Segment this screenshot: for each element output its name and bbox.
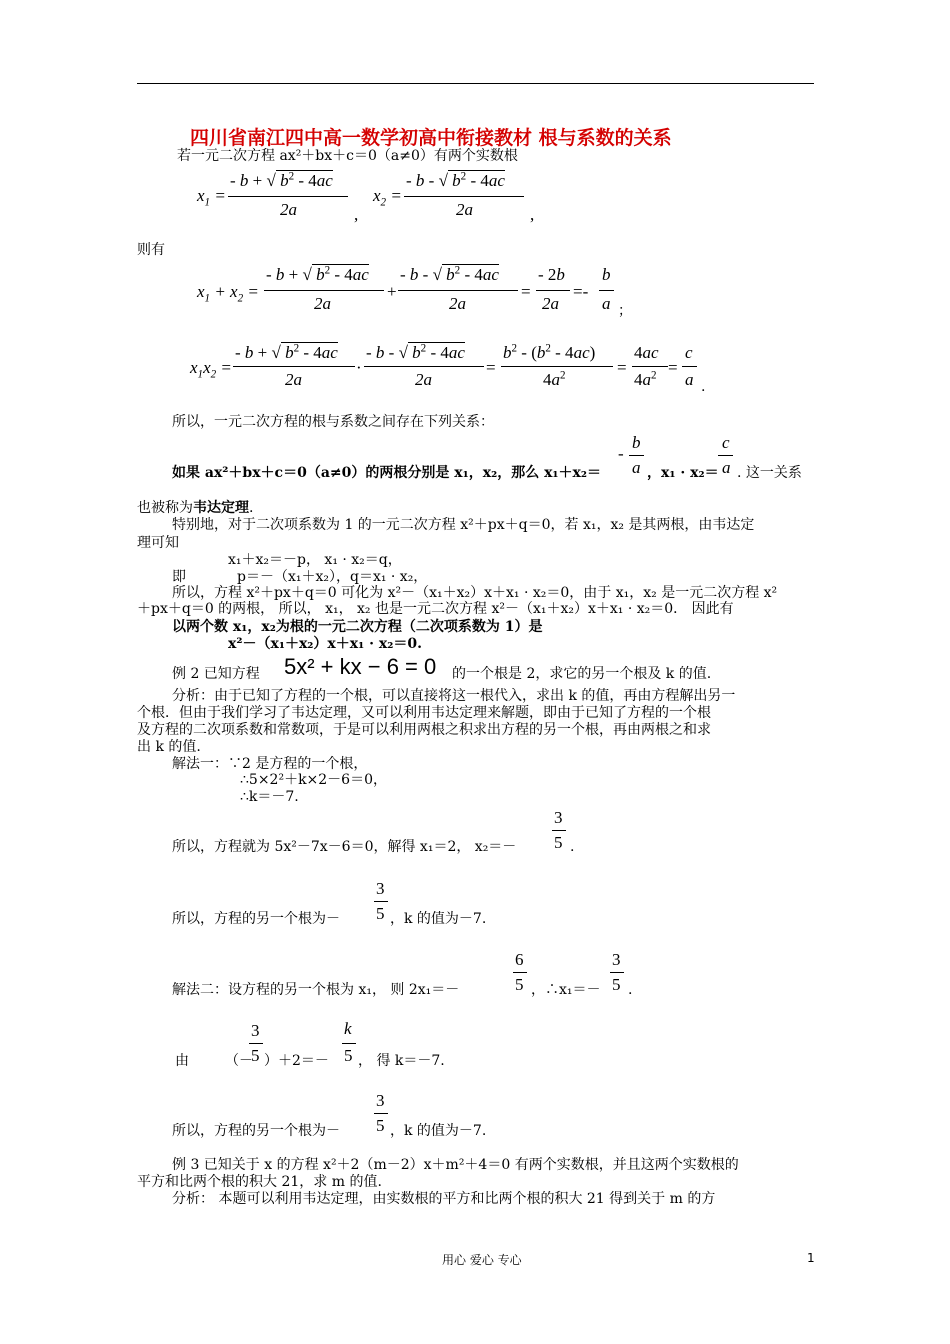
example-2-label: 例 2 已知方程 (172, 666, 260, 682)
x1-numerator: - b + √ $b^2 - 4ac$ (230, 170, 333, 190)
solution2-line-2b: （－ (225, 1053, 253, 1069)
fraction-bar (513, 972, 527, 973)
frac-num: 3 (376, 879, 385, 898)
fraction-bar (536, 290, 570, 291)
fraction-bar (632, 366, 668, 367)
prod-den-1: 2a (285, 370, 302, 389)
frac-den: 5 (612, 975, 621, 994)
vieta-den-a: a (722, 458, 731, 477)
fraction-bar (682, 366, 697, 367)
sum-num-1: - b + √ $b^2 - 4ac$ (266, 264, 369, 284)
special-line-1: 特别地，对于二次项系数为 1 的一元二次方程 x²＋px＋q＝0，若 x₁，x₂ 是其两根，由韦达定 (172, 517, 755, 533)
x1-denominator: 2a (280, 200, 297, 219)
frac-den: 5 (376, 904, 385, 923)
prod-num-5: c (685, 343, 693, 362)
solution2-line-2c: ）＋2＝－ (264, 1053, 329, 1069)
sum-den-3: 2a (542, 294, 559, 313)
period: . (628, 982, 633, 998)
fraction-bar (342, 1043, 356, 1044)
example-2-question: 的一个根是 2，求它的另一个根及 k 的值. (452, 666, 712, 682)
special-line-6: ＋px＋q＝0 的两根， 所以， x₁， x₂ 也是一元二次方程 x²－（x₁＋x₂）x＋x₁ · x₂＝0． 因此有 (137, 601, 734, 617)
prod-den-4: $4a^2$ (634, 369, 657, 389)
solution2-line-3: 所以，方程的另一个根为－ (172, 1123, 340, 1139)
vieta-statement-a: 如果 ax²＋bx＋c＝0（a≠0）的两根分别是 x₁，x₂，那么 x₁＋x₂＝ (172, 465, 602, 481)
solution2-line-2d: ， 得 k＝－7. (358, 1053, 445, 1069)
fraction-bar (233, 366, 355, 367)
example-3-analysis: 分析： 本题可以利用韦达定理，由实数根的平方和比两个根的积大 21 得到关于 m 的方 (172, 1191, 716, 1207)
vieta-end: . (249, 500, 254, 516)
intro-text: 若一元二次方程 ax²＋bx＋c＝0（a≠0）有两个实数根 (177, 148, 518, 164)
frac-den: 5 (376, 1116, 385, 1135)
vieta-also-text: 也被称为 (137, 500, 193, 516)
analysis-line-4: 出 k 的值. (137, 739, 201, 755)
fraction-bar (552, 830, 566, 831)
prod-num-2: - b - √ $b^2 - 4ac$ (366, 342, 465, 362)
prod-den-3: $4a^2$ (543, 369, 566, 389)
minus-sign: - (618, 444, 624, 463)
frac-den: 5 (344, 1046, 353, 1065)
fraction-bar (249, 1043, 263, 1044)
semicolon: ； (618, 303, 632, 319)
prod-num-1: - b + √ $b^2 - 4ac$ (235, 342, 338, 362)
prod-num-3: $b^2 - (b^2 - 4ac)$ (503, 342, 596, 362)
frac-den: 5 (554, 833, 563, 852)
fraction-bar (610, 972, 624, 973)
frac-num: 6 (515, 950, 524, 969)
sum-num-3: - 2b (538, 265, 565, 284)
frac-num: 3 (554, 808, 563, 827)
sum-num-2: - b - √ $b^2 - 4ac$ (400, 264, 499, 284)
analysis-line-1: 分析：由于已知了方程的一个根，可以直接将这一根代入，求出 k 的值，再由方程解出另一 (172, 688, 736, 704)
times-dot: · (356, 358, 362, 377)
vieta-num-c: c (722, 433, 730, 452)
solution2-line-2a: 由 (175, 1053, 189, 1069)
prod-den-5: a (685, 370, 694, 389)
x2-denominator: 2a (456, 200, 473, 219)
page-footer: 用心 爱心 专心 (442, 1253, 522, 1267)
solution1-line-4: 所以，方程就为 5x²－7x－6＝0，解得 x₁＝2， x₂＝－ (172, 839, 517, 855)
x1-fraction-bar (228, 196, 348, 197)
header-rule (137, 83, 814, 84)
fraction-bar (364, 366, 484, 367)
prod-den-2: 2a (415, 370, 432, 389)
equals: = (668, 358, 678, 377)
frac-num-k: k (344, 1019, 352, 1038)
bold-statement-2: x²－（x₁＋x₂）x＋x₁ · x₂＝0. (228, 636, 422, 652)
analysis-line-3: 及方程的二次项系数和常数项，于是可以利用两根之积求出方程的另一个根，再由两根之和求 (137, 722, 711, 738)
frac-num: 3 (376, 1091, 385, 1110)
equals-minus: =- (573, 282, 589, 301)
x2-symbol: $x_2$ = (373, 186, 402, 209)
special-line-3: x₁＋x₂＝－p， x₁ · x₂＝q， (228, 552, 402, 568)
x1-symbol: $x_1$ = (197, 186, 226, 209)
sum-num-4: b (602, 265, 611, 284)
period: . (570, 839, 575, 855)
page-title: 四川省南江四中高一数学初高中衔接教材 根与系数的关系 (190, 127, 672, 149)
solution1-line-2: ∴5×2²＋k×2－6＝0， (240, 772, 387, 788)
solution2-line-1: 解法二：设方程的另一个根为 x₁， 则 2x₁＝－ (172, 982, 460, 998)
sum-lhs: $x_1 + x_2$ = (197, 282, 259, 305)
solution2-line-3b: ，k 的值为－7. (390, 1123, 487, 1139)
comma: , (530, 205, 535, 224)
x2-fraction-bar (404, 196, 524, 197)
frac-num: 3 (612, 950, 621, 969)
special-line-4a: 即 (172, 569, 186, 585)
bold-statement-1: 以两个数 x₁，x₂为根的一元二次方程（二次项系数为 1）是 (172, 619, 543, 635)
equals: = (617, 358, 627, 377)
fraction-bar (398, 290, 518, 291)
fraction-bar (718, 455, 733, 456)
solution1-line-5: 所以，方程的另一个根为－ (172, 911, 340, 927)
period: . (701, 379, 706, 395)
prod-num-4: 4ac (634, 343, 659, 362)
solution1-line-3: ∴k＝－7. (240, 789, 299, 805)
then-text: 则有 (137, 242, 165, 258)
fraction-bar (374, 901, 388, 902)
solution2-line-1b: ，∴x₁＝－ (531, 982, 601, 998)
example-2-equation: 5x² + kx − 6 = 0 (284, 654, 437, 679)
vieta-statement-c: . 这一关系 (737, 465, 802, 481)
comma: , (354, 205, 359, 224)
frac-den: 5 (251, 1046, 260, 1065)
page-number: 1 (807, 1251, 815, 1265)
vieta-line2 (137, 499, 253, 517)
plus-sign: + (387, 282, 397, 301)
solution1-line-5b: ，k 的值为－7. (390, 911, 487, 927)
solution1-line-1: 解法一：∵2 是方程的一个根， (172, 756, 368, 772)
analysis-line-2: 个根．但由于我们学习了韦达定理，又可以利用韦达定理来解题，即由于已知了方程的一个根 (137, 705, 711, 721)
sum-den-2: 2a (449, 294, 466, 313)
equals: = (521, 282, 531, 301)
special-line-2: 理可知 (137, 535, 179, 551)
fraction-bar (374, 1113, 388, 1114)
vieta-num-b: b (632, 433, 641, 452)
sum-den-1: 2a (314, 294, 331, 313)
frac-num: 3 (251, 1021, 260, 1040)
vieta-den-a: a (632, 458, 641, 477)
special-line-5: 所以，方程 x²＋px＋q＝0 可化为 x²－（x₁＋x₂）x＋x₁ · x₂＝0，由于 x₁，x₂ 是一元二次方程 x² (172, 585, 778, 601)
equals: = (486, 358, 496, 377)
example-3-line-2: 平方和比两个根的积大 21，求 m 的值. (137, 1174, 382, 1190)
fraction-bar (501, 366, 613, 367)
example-3-line-1: 例 3 已知关于 x 的方程 x²＋2（m－2）x＋m²＋4＝0 有两个实数根，并且这两个实数根的 (172, 1157, 739, 1173)
fraction-bar (264, 290, 384, 291)
special-line-4b: p＝－（x₁＋x₂），q＝x₁ · x₂， (237, 569, 428, 585)
fraction-bar (599, 290, 614, 291)
sum-den-4: a (602, 294, 611, 313)
frac-den: 5 (515, 975, 524, 994)
x2-numerator: - b - √ $b^2 - 4ac$ (406, 170, 505, 190)
vieta-theorem-name: 韦达定理 (193, 500, 249, 516)
vieta-statement-b: ，x₁ · x₂＝ (647, 465, 719, 481)
relation-intro: 所以，一元二次方程的根与系数之间存在下列关系： (172, 414, 494, 430)
product-lhs: $x_1x_2$ = (190, 358, 232, 381)
fraction-bar (629, 455, 644, 456)
